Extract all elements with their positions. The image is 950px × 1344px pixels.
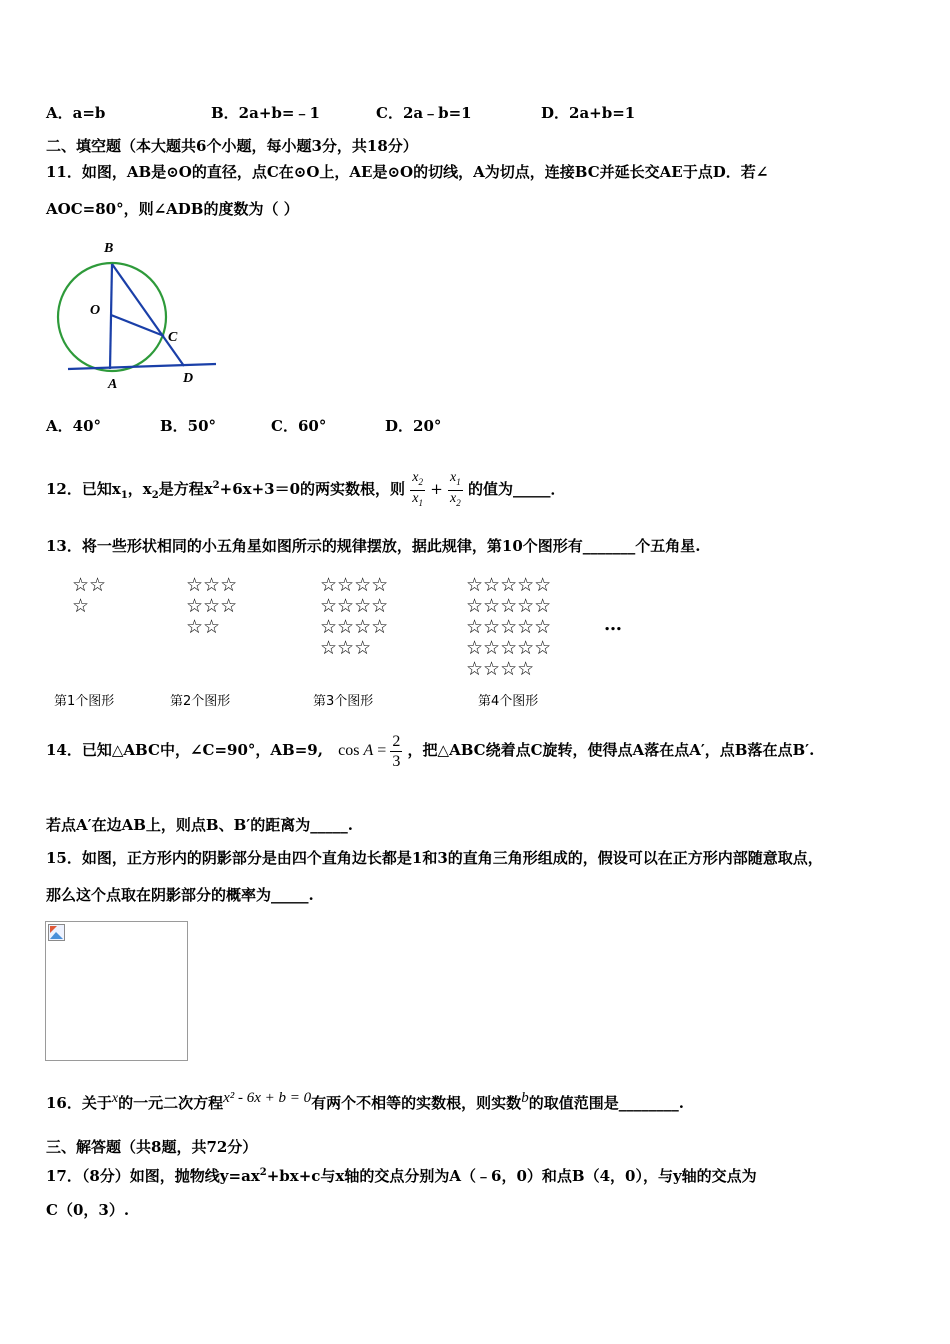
q14-line2: 若点A′在边AB上，则点B、B′的距离为_____. xyxy=(46,816,353,834)
label-a: A xyxy=(108,377,118,392)
q17-post: +bx+c与x轴的交点分别为A（﹣6，0）和点B（4，0），与y轴的交点为 xyxy=(266,1167,757,1185)
q14-angle-a: A xyxy=(363,742,374,759)
q11-line2: AOC=80°，则∠ADB的度数为（ ） xyxy=(46,200,299,218)
q15-line1: 15．如图，正方形内的阴影部分是由四个直角边长都是1和3的直角三角形组成的，假设可以在正方形内部随意取点， xyxy=(46,849,823,867)
q12-mid1: ，x xyxy=(127,480,152,498)
caption-figure-3: 第3个图形 xyxy=(313,694,374,709)
star-figure-4 xyxy=(466,575,551,680)
q17-pre: 17．（8分）如图，抛物线y=ax xyxy=(46,1167,260,1185)
diameter-ab xyxy=(110,264,112,369)
q11-circle-figure xyxy=(48,238,228,394)
q14-eq: = xyxy=(377,742,387,759)
q10-option-c: C．2a﹣b=1 xyxy=(376,104,472,122)
star-row: ☆☆☆☆☆ xyxy=(466,574,552,596)
q12-mid3: +6x+3＝0的两实数根，则 xyxy=(219,480,406,498)
q11-option-b: B．50° xyxy=(160,417,217,435)
star-ellipsis: … xyxy=(604,614,622,635)
q16-var-b: b xyxy=(521,1090,529,1106)
q14-post: ，把△ABC绕着点C旋转，使得点A落在点A′，点B落在点B′. xyxy=(407,741,815,759)
q16-pre: 16．关于 xyxy=(46,1094,112,1112)
q10-option-a: A．a=b xyxy=(46,104,106,122)
star-row: ☆☆☆ xyxy=(186,595,238,617)
q15-line2: 那么这个点取在阴影部分的概率为_____. xyxy=(46,886,314,904)
q17-sup: 2 xyxy=(259,1167,267,1178)
star-row: ☆☆☆☆ xyxy=(320,595,389,617)
star-row: ☆ xyxy=(72,595,90,617)
line-bd xyxy=(112,264,184,366)
q10-option-b: B．2a+b=﹣1 xyxy=(211,104,320,122)
star-figure-2 xyxy=(186,575,237,638)
caption-figure-1: 第1个图形 xyxy=(54,694,115,709)
q11-option-c: C．60° xyxy=(271,417,327,435)
q17-line1 xyxy=(46,1163,757,1186)
q16-mid1: 的一元二次方程 xyxy=(118,1094,224,1112)
label-c: C xyxy=(168,330,178,345)
q12-plus: + xyxy=(430,480,443,498)
section3-title: 三、解答题（共8题，共72分） xyxy=(46,1138,258,1156)
q12-pre: 12．已知x xyxy=(46,480,121,498)
q12 xyxy=(46,466,566,516)
q16-post: 的取值范围是________. xyxy=(528,1094,684,1112)
star-row: ☆☆☆ xyxy=(320,637,372,659)
q16-equation: x² - 6x + b = 0 xyxy=(223,1090,312,1106)
q15-image-placeholder xyxy=(45,921,188,1061)
section2-title: 二、填空题（本大题共6个小题，每小题3分，共18分） xyxy=(46,137,418,155)
q14-line1 xyxy=(46,730,814,771)
star-figure-3 xyxy=(320,575,388,659)
broken-image-icon xyxy=(48,924,66,942)
q14-fraction: $\frac{2}{3}$ xyxy=(392,732,401,770)
q11-line1: 11．如图，AB是⊙O的直径，点C在⊙O上，AE是⊙O的切线，A为切点，连接BC并延长交AE于点D．若∠ xyxy=(46,163,769,181)
star-row: ☆☆☆☆ xyxy=(320,616,389,638)
q12-fraction-1: $\frac{x_2}{x_1}$ xyxy=(412,469,423,508)
q16-mid2: 有两个不相等的实数根，则实数 xyxy=(311,1094,522,1112)
star-row: ☆☆☆☆ xyxy=(466,658,535,680)
q17-line2: C（0，3）. xyxy=(46,1201,130,1219)
star-row: ☆☆☆ xyxy=(186,574,238,596)
q12-post: 的值为_____． xyxy=(468,480,566,498)
star-row: ☆☆ xyxy=(72,574,107,596)
q11-option-a: A．40° xyxy=(46,417,102,435)
label-d: D xyxy=(183,371,194,386)
q14-pre: 14．已知△ABC中，∠C=90°，AB=9, xyxy=(46,741,323,759)
star-figure-1 xyxy=(72,575,106,617)
q12-sup: 2 xyxy=(212,480,220,491)
q16 xyxy=(46,1080,684,1121)
star-row: ☆☆ xyxy=(186,616,221,638)
q14-cos: cos xyxy=(338,742,360,759)
q11-option-d: D．20° xyxy=(385,417,442,435)
star-row: ☆☆☆☆☆ xyxy=(466,595,552,617)
star-row: ☆☆☆☆☆ xyxy=(466,637,552,659)
q12-sub2: 2 xyxy=(151,490,159,501)
star-row: ☆☆☆☆☆ xyxy=(466,616,552,638)
q10-option-d: D．2a+b=1 xyxy=(541,104,636,122)
label-b: B xyxy=(104,241,114,256)
q12-mid2: 是方程x xyxy=(158,480,213,498)
star-row: ☆☆☆☆ xyxy=(320,574,389,596)
q12-sub1: 1 xyxy=(120,490,128,501)
caption-figure-2: 第2个图形 xyxy=(170,694,231,709)
caption-figure-4: 第4个图形 xyxy=(478,694,539,709)
label-o: O xyxy=(90,303,101,318)
q12-fraction-2: $\frac{x_1}{x_2}$ xyxy=(450,469,461,508)
q13-text: 13．将一些形状相同的小五角星如图所示的规律摆放，据此规律，第10个图形有_______个五角星. xyxy=(46,537,701,555)
q16-var-x: x xyxy=(111,1091,119,1106)
